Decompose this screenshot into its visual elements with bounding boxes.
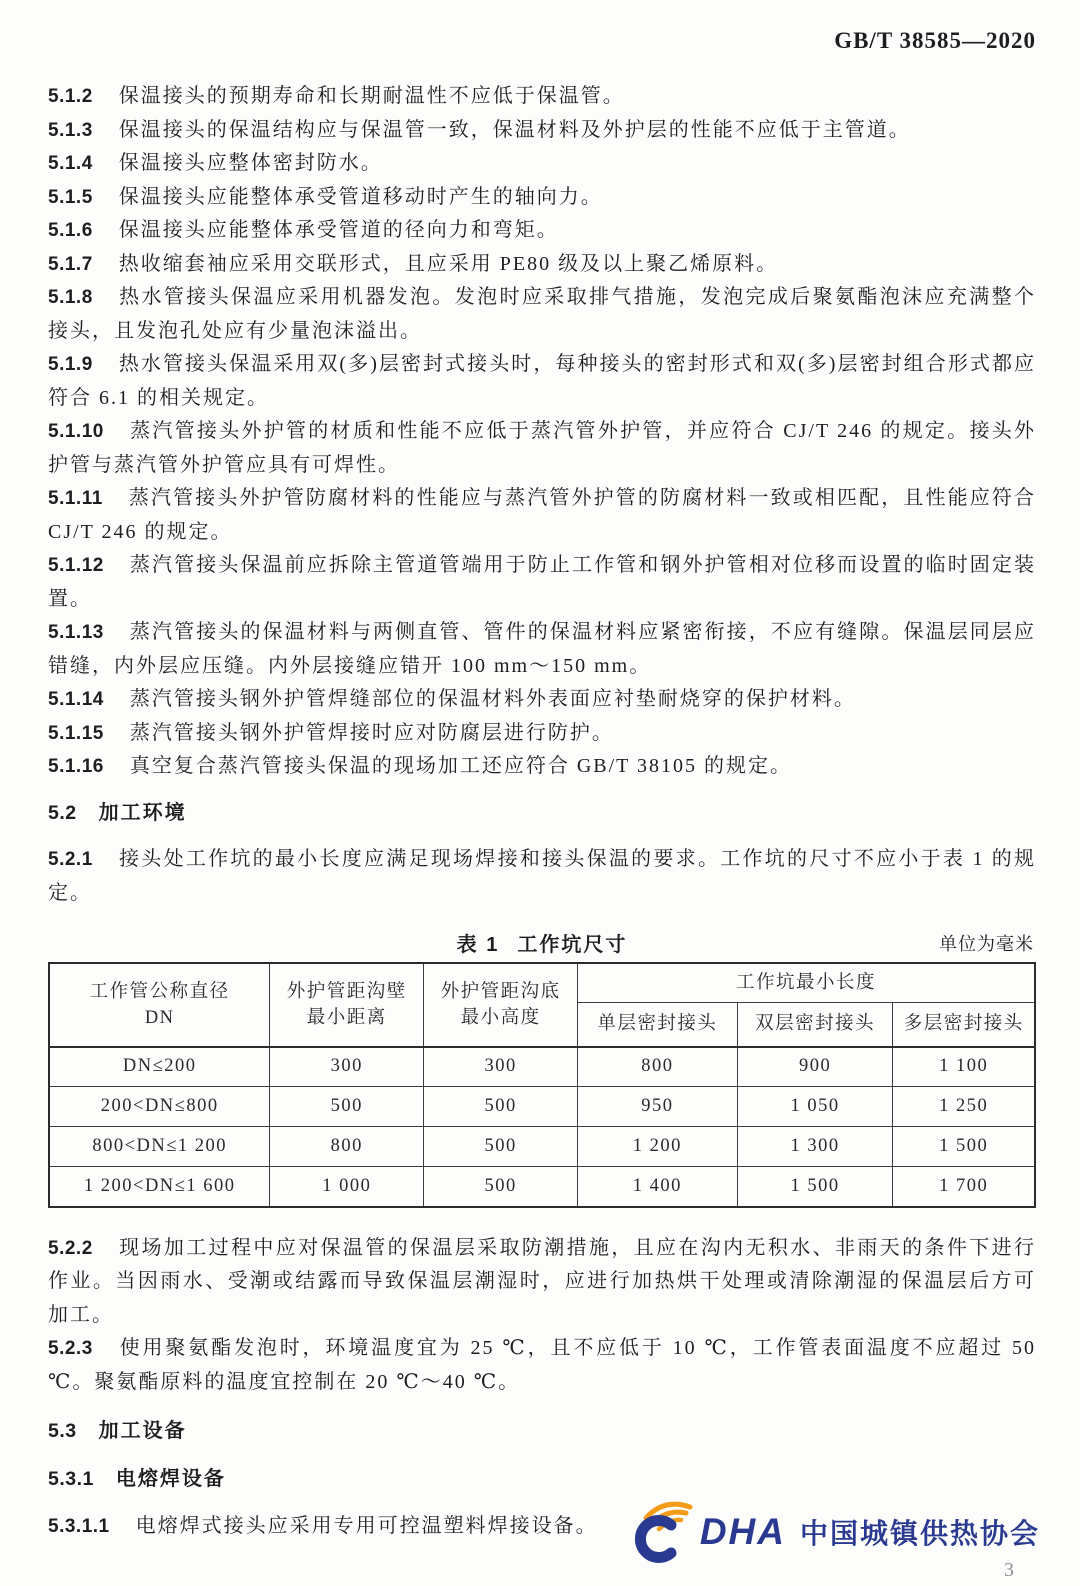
table1-group-header: 工作坑最小长度 bbox=[577, 963, 1035, 1003]
table-cell: 200<DN≤800 bbox=[49, 1087, 270, 1127]
table1-sub-single: 单层密封接头 bbox=[577, 1003, 737, 1047]
clause-number: 5.1.2 bbox=[48, 86, 93, 107]
clause-number: 5.1.13 bbox=[48, 622, 104, 643]
clause-text: 蒸汽管接头钢外护管焊接时应对防腐层进行防护。 bbox=[129, 721, 614, 744]
table1-unit-note: 单位为毫米 bbox=[939, 934, 1034, 954]
clause-5-2-1 bbox=[48, 843, 1036, 910]
clause-number: 5.2.2 bbox=[48, 1237, 93, 1259]
table-cell: 500 bbox=[424, 1167, 578, 1207]
clause-text: 热水管接头保温采用双(多)层密封式接头时，每种接头的密封形式和双(多)层密封组合形式都应符合 6.1 的相关规定。 bbox=[48, 353, 1036, 409]
clause-5-1-4 bbox=[48, 147, 1036, 181]
header-line: 最小距离 bbox=[306, 1007, 387, 1028]
clause-number: 5.1.5 bbox=[48, 186, 93, 208]
table1-col-wall bbox=[270, 963, 424, 1047]
clause-5-2-3 bbox=[48, 1332, 1036, 1399]
header-line: 工作管公称直径 bbox=[89, 981, 230, 1002]
clause-text: 现场加工过程中应对保温管的保温层采取防潮措施，且应在沟内无积水、非雨天的条件下进行作业。当因雨水、受潮或结露而导致保温层潮湿时，应进行加热烘干处理或清除潮湿的保温层后方可加工。 bbox=[48, 1236, 1036, 1326]
clause-5-1-11 bbox=[48, 482, 1036, 549]
clause-5-1-6 bbox=[48, 214, 1036, 248]
clause-text: 保温接头应能整体承受管道移动时产生的轴向力。 bbox=[118, 185, 603, 208]
table-cell: DN≤200 bbox=[49, 1047, 270, 1087]
table1-caption-row bbox=[48, 922, 1036, 962]
table-cell: 950 bbox=[577, 1087, 737, 1127]
clause-text: 热水管接头保温应采用机器发泡。发泡时应采取排气措施，发泡完成后聚氨酯泡沫应充满整个接头，且发泡孔处应有少量泡沫溢出。 bbox=[48, 286, 1036, 342]
table1-caption-title: 工作坑尺寸 bbox=[517, 934, 628, 956]
header-line: 外护管距沟底 bbox=[440, 981, 561, 1002]
clause-5-1-7 bbox=[48, 248, 1036, 282]
table1-caption bbox=[48, 922, 1036, 957]
clause-number: 5.1.4 bbox=[48, 153, 93, 174]
table1-caption-label: 表 1 bbox=[456, 934, 500, 956]
table-cell: 1 200 bbox=[577, 1127, 737, 1167]
table-cell: 500 bbox=[270, 1087, 424, 1127]
clause-5-1-16 bbox=[48, 750, 1036, 784]
section-heading-5-2 bbox=[48, 797, 1036, 831]
section-title: 电熔焊设备 bbox=[115, 1467, 226, 1490]
header-line: 外护管距沟壁 bbox=[286, 981, 407, 1002]
table-cell: 1 250 bbox=[893, 1087, 1035, 1127]
clause-5-1-9 bbox=[48, 348, 1036, 415]
clause-number: 5.1.7 bbox=[48, 253, 93, 275]
table1-sub-multi: 多层密封接头 bbox=[893, 1003, 1035, 1047]
clause-number: 5.1.3 bbox=[48, 119, 93, 141]
table-cell: 800 bbox=[577, 1047, 737, 1087]
clause-5-1-10 bbox=[48, 415, 1036, 482]
clause-number: 5.1.8 bbox=[48, 287, 93, 308]
clause-number: 5.1.15 bbox=[48, 722, 104, 744]
section-title: 加工设备 bbox=[98, 1420, 187, 1442]
clause-number: 5.1.11 bbox=[48, 488, 103, 509]
footer bbox=[632, 1500, 1040, 1564]
table-cell: 500 bbox=[424, 1087, 578, 1127]
clause-5-1-15 bbox=[48, 717, 1036, 751]
section-heading-5-3-1 bbox=[48, 1463, 1036, 1497]
table-cell: 300 bbox=[270, 1047, 424, 1087]
clause-text: 蒸汽管接头外护管防腐材料的性能应与蒸汽管外护管的防腐材料一致或相匹配，且性能应符合 CJ/T 246 的规定。 bbox=[48, 487, 1036, 543]
clause-5-1-3 bbox=[48, 114, 1036, 148]
section-title: 加工环境 bbox=[98, 801, 187, 824]
table-cell: 800<DN≤1 200 bbox=[49, 1127, 270, 1167]
table-row bbox=[49, 1047, 1035, 1087]
table-cell: 1 100 bbox=[893, 1047, 1035, 1087]
section-number: 5.2 bbox=[48, 801, 77, 824]
table1-block bbox=[48, 922, 1036, 1208]
clause-text: 蒸汽管接头钢外护管焊缝部位的保温材料外表面应衬垫耐烧穿的保护材料。 bbox=[129, 688, 856, 710]
clause-text: 蒸汽管接头保温前应拆除主管道管端用于防止工作管和钢外护管相对位移而设置的临时固定装置。 bbox=[48, 554, 1036, 610]
clause-number: 5.1.16 bbox=[48, 756, 104, 777]
clause-number: 5.1.6 bbox=[48, 220, 93, 241]
table-cell: 1 500 bbox=[737, 1167, 893, 1207]
table-cell: 500 bbox=[424, 1127, 578, 1167]
clause-text: 热收缩套袖应采用交联形式，且应采用 PE80 级及以上聚乙烯原料。 bbox=[118, 252, 779, 275]
table-cell: 1 050 bbox=[737, 1087, 893, 1127]
clause-5-1-14 bbox=[48, 683, 1036, 717]
page-number: 3 bbox=[1004, 1559, 1014, 1581]
clause-number: 5.2.1 bbox=[48, 849, 93, 870]
org-name: 中国城镇供热协会 bbox=[799, 1518, 1040, 1549]
table-cell: 1 200<DN≤1 600 bbox=[49, 1167, 270, 1207]
clause-5-1-8 bbox=[48, 281, 1036, 348]
logo-text: DHA bbox=[699, 1511, 786, 1552]
table-cell: 800 bbox=[270, 1127, 424, 1167]
clause-5-1-2 bbox=[48, 80, 1036, 114]
table1-col-dn bbox=[49, 963, 270, 1047]
clause-5-1-12 bbox=[48, 549, 1036, 616]
clause-5-1-5 bbox=[48, 181, 1036, 215]
table-cell: 1 500 bbox=[893, 1127, 1035, 1167]
table-row bbox=[49, 1087, 1035, 1127]
clause-text: 电熔焊式接头应采用专用可控温塑料焊接设备。 bbox=[135, 1515, 598, 1537]
table-row bbox=[49, 1127, 1035, 1167]
clause-text: 保温接头的保温结构应与保温管一致，保温材料及外护层的性能不应低于主管道。 bbox=[118, 118, 911, 141]
clause-text: 保温接头应能整体承受管道的径向力和弯矩。 bbox=[118, 219, 559, 241]
table-cell: 300 bbox=[424, 1047, 578, 1087]
table-cell: 1 000 bbox=[270, 1167, 424, 1207]
clause-number: 5.2.3 bbox=[48, 1338, 93, 1359]
clause-number: 5.1.9 bbox=[48, 354, 93, 375]
clause-number: 5.1.10 bbox=[48, 421, 104, 442]
clause-number: 5.3.1.1 bbox=[48, 1516, 110, 1537]
header-line: DN bbox=[144, 1007, 175, 1028]
document-content bbox=[48, 80, 1036, 1544]
table1-sub-double: 双层密封接头 bbox=[737, 1003, 893, 1047]
clause-text: 使用聚氨酯发泡时，环境温度宜为 25 ℃，且不应低于 10 ℃，工作管表面温度不应超过 50 ℃。聚氨酯原料的温度宜控制在 20 ℃～40 ℃。 bbox=[48, 1337, 1036, 1393]
table1 bbox=[48, 962, 1036, 1208]
table-cell: 1 300 bbox=[737, 1127, 893, 1167]
standard-code: GB/T 38585—2020 bbox=[834, 28, 1036, 53]
clause-text: 接头处工作坑的最小长度应满足现场焊接和接头保温的要求。工作坑的尺寸不应小于表 1 的规定。 bbox=[48, 848, 1036, 904]
clause-text: 蒸汽管接头的保温材料与两侧直管、管件的保温材料应紧密衔接，不应有缝隙。保温层同层应错缝，内外层应压缝。内外层接缝应错开 100 mm～150 mm。 bbox=[48, 621, 1036, 677]
header-line: 最小高度 bbox=[460, 1007, 541, 1028]
table-row bbox=[49, 1167, 1035, 1207]
table-cell: 1 700 bbox=[893, 1167, 1035, 1207]
table-cell: 900 bbox=[737, 1047, 893, 1087]
clause-text: 真空复合蒸汽管接头保温的现场加工还应符合 GB/T 38105 的规定。 bbox=[129, 755, 793, 777]
section-number: 5.3.1 bbox=[48, 1467, 94, 1490]
clause-number: 5.1.12 bbox=[48, 555, 104, 576]
table-cell: 1 400 bbox=[577, 1167, 737, 1207]
clause-5-2-2 bbox=[48, 1232, 1036, 1333]
clause-text: 保温接头的预期寿命和长期耐温性不应低于保温管。 bbox=[118, 85, 625, 107]
table1-header-row-1 bbox=[49, 963, 1035, 1003]
clause-number: 5.1.14 bbox=[48, 689, 104, 710]
clause-text: 保温接头应整体密封防水。 bbox=[118, 152, 383, 174]
clause-text: 蒸汽管接头外护管的材质和性能不应低于蒸汽管外护管，并应符合 CJ/T 246 的规定。接头外护管与蒸汽管外护管应具有可焊性。 bbox=[48, 420, 1036, 476]
clause-5-1-13 bbox=[48, 616, 1036, 683]
section-heading-5-3 bbox=[48, 1415, 1036, 1449]
cdha-logo-icon bbox=[632, 1500, 698, 1564]
table1-col-bottom bbox=[424, 963, 578, 1047]
section-number: 5.3 bbox=[48, 1420, 77, 1442]
